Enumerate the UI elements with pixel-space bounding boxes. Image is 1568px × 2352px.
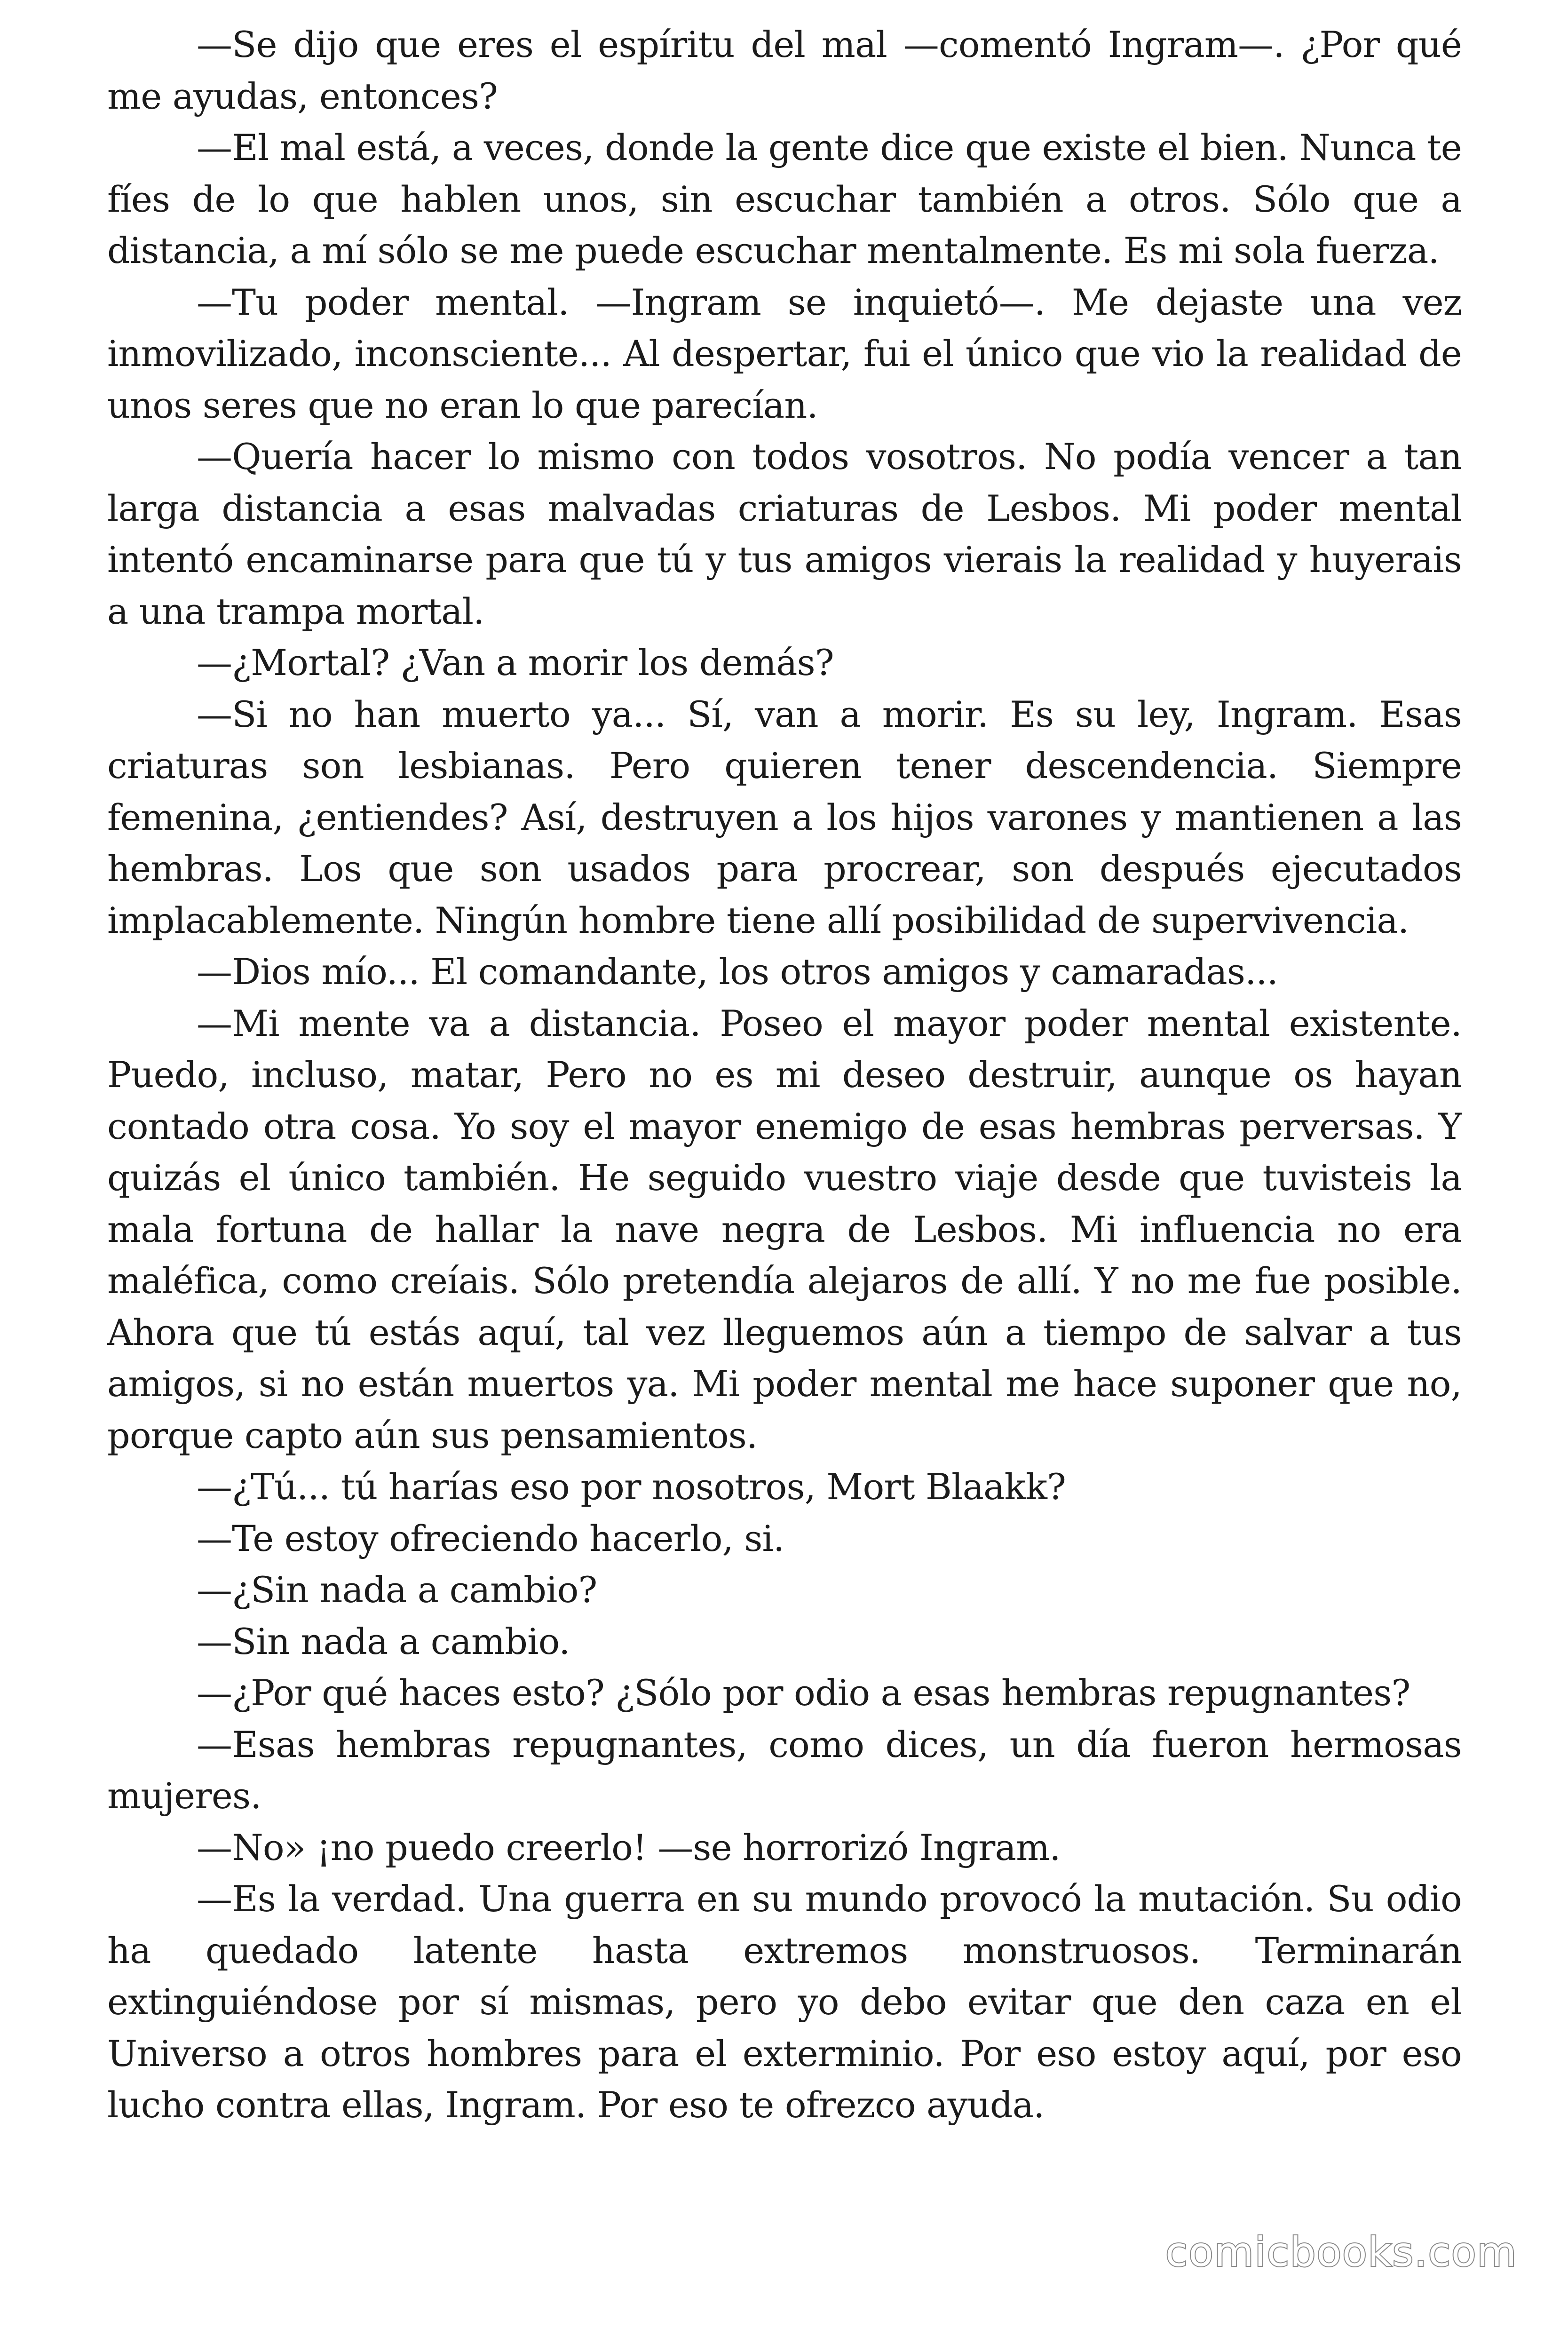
- paragraph: —Dios mío... El comandante, los otros amigos y camaradas...: [197, 951, 1278, 993]
- paragraph: —¿Por qué haces esto? ¿Sólo por odio a esas hembras repugnantes?: [197, 1672, 1410, 1714]
- paragraph: —Te estoy ofreciendo hacerlo, si.: [197, 1517, 784, 1559]
- paragraph: —Mi mente va a distancia. Poseo el mayor poder mental existente. Puedo, incluso, matar, Pero no es mi deseo destruir, aunque os hayan contado otra cosa. Yo soy el mayor enemigo de esas hembras perversas. Y quizás el único también. He seguido vuestro viaje desde que tuvisteis la mala fortuna de hallar la nave negra de Lesbos. Mi influencia no era maléfica, como creíais. Sólo pretendía alejaros de allí. Y no me fue posible. Ahora que tú estás aquí, tal vez lleguemos aún a tiempo de salvar a tus amigos, si no están muertos ya. Mi poder mental me hace suponer que no, porque capto aún sus pensamientos.: [107, 1002, 1462, 1456]
- book-page: [107, 19, 1462, 2324]
- paragraph: —¿Mortal? ¿Van a morir los demás?: [197, 642, 834, 683]
- paragraph: —Si no han muerto ya... Sí, van a morir. Es su ley, Ingram. Esas criaturas son lesbianas. Pero quieren tener descendencia. Siempre femenina, ¿entiendes? Así, destruyen a los hijos varones y mantienen a las hembras. Los que son usados para procrear, son después ejecutados implacablemente. Ningún hombre tiene allí posibilidad de supervivencia.: [107, 693, 1462, 941]
- paragraph: —Tu poder mental. —Ingram se inquietó—. Me dejaste una vez inmovilizado, inconsciente... Al despertar, fui el único que vio la realidad de unos seres que no eran lo que parecían.: [107, 281, 1462, 426]
- paragraph: —Quería hacer lo mismo con todos vosotros. No podía vencer a tan larga distancia a esas malvadas criaturas de Lesbos. Mi poder mental intentó encaminarse para que tú y tus amigos vierais la realidad y huyerais a una trampa mortal.: [107, 436, 1462, 632]
- paragraph: —Es la verdad. Una guerra en su mundo provocó la mutación. Su odio ha quedado latente hasta extremos monstruosos. Terminarán extinguiéndose por sí mismas, pero yo debo evitar que den caza en el Universo a otros hombres para el exterminio. Por eso estoy aquí, por eso lucho contra ellas, Ingram. Por eso te ofrezco ayuda.: [107, 1878, 1462, 2126]
- paragraph: —Se dijo que eres el espíritu del mal —comentó Ingram—. ¿Por qué me ayudas, entonces?: [107, 24, 1462, 117]
- paragraph: —No» ¡no puedo creerlo! —se horrorizó Ingram.: [197, 1826, 1061, 1868]
- paragraph: —Esas hembras repugnantes, como dices, un día fueron hermosas mujeres.: [107, 1723, 1462, 1817]
- paragraph: —El mal está, a veces, donde la gente dice que existe el bien. Nunca te fíes de lo que hablen unos, sin escuchar también a otros. Sólo que a distancia, a mí sólo se me puede escuchar mentalmente. Es mi sola fuerza.: [107, 127, 1462, 271]
- paragraph: —¿Tú... tú harías eso por nosotros, Mort Blaakk?: [197, 1466, 1066, 1508]
- paragraph: —¿Sin nada a cambio?: [197, 1569, 597, 1611]
- paragraph: —Sin nada a cambio.: [197, 1620, 570, 1662]
- watermark: comicbooks.com: [1165, 2229, 1518, 2276]
